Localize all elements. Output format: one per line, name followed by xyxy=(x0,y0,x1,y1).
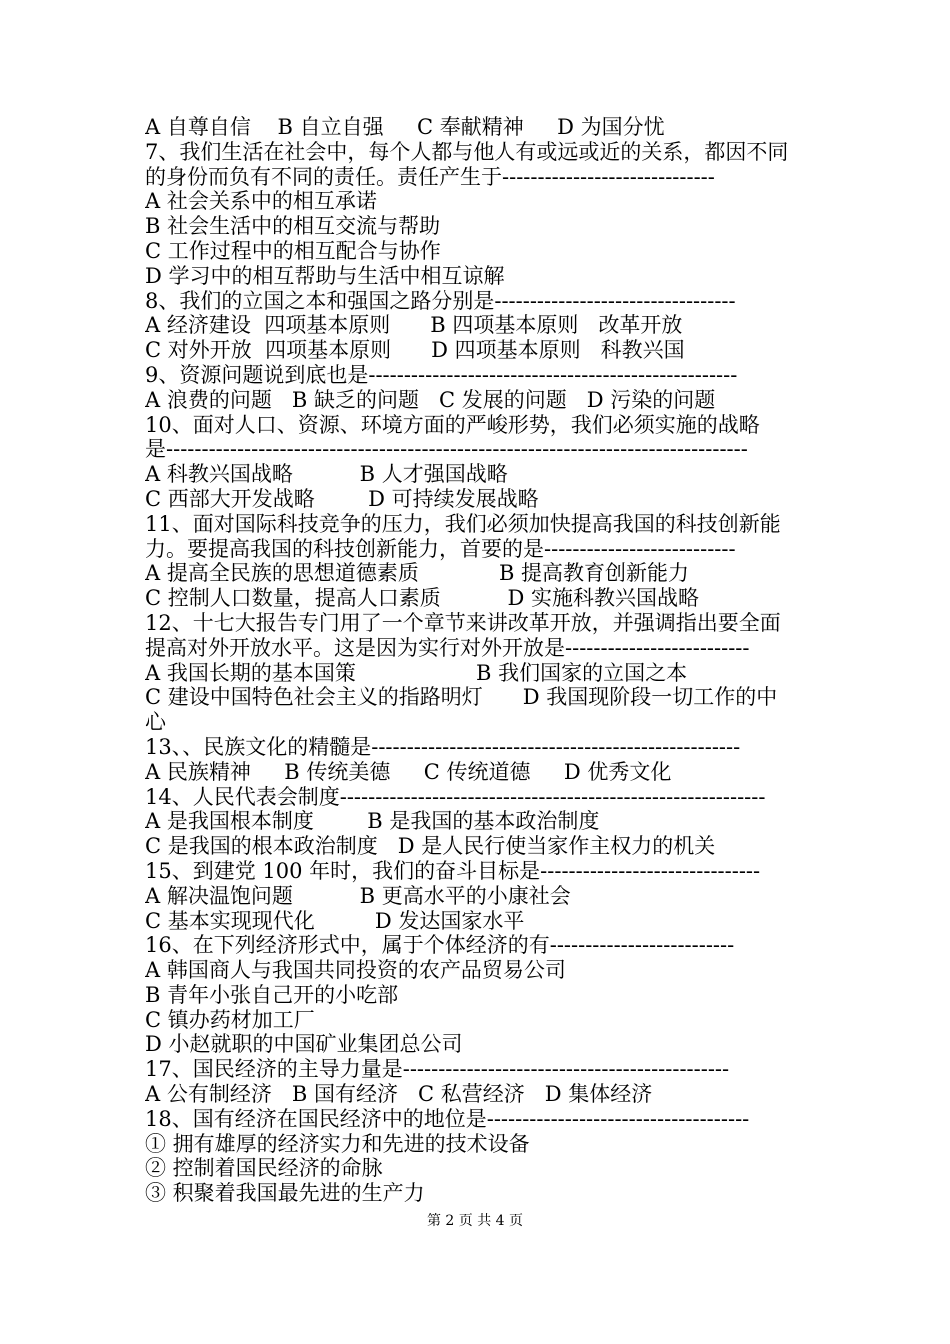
text-line: 17、国民经济的主导力量是---------------------------------------------- xyxy=(145,1057,730,1082)
text-line: 是---------------------------------------------------------------------------------- xyxy=(145,437,748,462)
text-line: 的身份而负有不同的责任。责任产生于------------------------------ xyxy=(145,164,715,189)
text-line: A 解决温饱问题 B 更高水平的小康社会 xyxy=(145,883,571,908)
text-line: B 青年小张自己开的小吃部 xyxy=(145,982,399,1007)
text-line: C 建设中国特色社会主义的指路明灯 D 我国现阶段一切工作的中 xyxy=(145,685,778,710)
text-line: A 是我国根本制度 B 是我国的基本政治制度 xyxy=(145,809,600,834)
text-line: ② 控制着国民经济的命脉 xyxy=(145,1156,383,1181)
text-line: 12、十七大报告专门用了一个章节来讲改革开放，并强调指出要全面 xyxy=(145,610,781,635)
text-line: 14、人民代表会制度------------------------------------------------------------ xyxy=(145,784,766,809)
text-line: ① 拥有雄厚的经济实力和先进的技术设备 xyxy=(145,1131,530,1156)
text-line: 8、我们的立国之本和强国之路分别是---------------------------------- xyxy=(145,288,736,313)
text-line: D 小赵就职的中国矿业集团总公司 xyxy=(145,1032,463,1057)
text-line: A 我国长期的基本国策 B 我们国家的立国之本 xyxy=(145,660,688,685)
text-line: B 社会生活中的相互交流与帮助 xyxy=(145,214,441,239)
text-line: C 基本实现现代化 D 发达国家水平 xyxy=(145,908,525,933)
text-line: A 公有制经济 B 国有经济 C 私营经济 D 集体经济 xyxy=(145,1082,653,1107)
text-line: C 镇办药材加工厂 xyxy=(145,1007,315,1032)
text-line: C 对外开放 四项基本原则 D 四项基本原则 科教兴国 xyxy=(145,338,685,363)
text-line: ③ 积聚着我国最先进的生产力 xyxy=(145,1181,425,1206)
text-line: 16、在下列经济形式中，属于个体经济的有-------------------------- xyxy=(145,933,735,958)
text-line: A 社会关系中的相互承诺 xyxy=(145,189,377,214)
text-line: C 控制人口数量，提高人口素质 D 实施科教兴国战略 xyxy=(145,586,700,611)
text-line: 13、、民族文化的精髓是---------------------------------------------------- xyxy=(145,734,741,759)
text-line: A 浪费的问题 B 缺乏的问题 C 发展的问题 D 污染的问题 xyxy=(145,387,716,412)
text-line: C 工作过程中的相互配合与协作 xyxy=(145,238,441,263)
page-footer: 第 2 页 共 4 页 xyxy=(426,1213,524,1229)
text-line: A 韩国商人与我国共同投资的农产品贸易公司 xyxy=(145,958,566,983)
text-line: D 学习中的相互帮助与生活中相互谅解 xyxy=(145,263,505,288)
text-line: 15、到建党 100 年时，我们的奋斗目标是------------------------------- xyxy=(145,858,761,883)
text-line: A 经济建设 四项基本原则 B 四项基本原则 改革开放 xyxy=(145,313,683,338)
text-line: 11、面对国际科技竞争的压力，我们必须加快提高我国的科技创新能 xyxy=(145,511,781,536)
text-line: 18、国有经济在国民经济中的地位是------------------------------------- xyxy=(145,1106,750,1131)
text-line: 力。要提高我国的科技创新能力，首要的是--------------------------- xyxy=(145,536,736,561)
text-line: C 是我国的根本政治制度 D 是人民行使当家作主权力的机关 xyxy=(145,834,716,859)
text-line: A 自尊自信 B 自立自强 C 奉献精神 D 为国分忧 xyxy=(145,115,665,139)
text-line: 10、面对人口、资源、环境方面的严峻形势，我们必须实施的战略 xyxy=(145,412,760,437)
text-line: A 科教兴国战略 B 人才强国战略 xyxy=(145,462,508,487)
text-line: A 民族精神 B 传统美德 C 传统道德 D 优秀文化 xyxy=(145,759,672,784)
text-line: 9、资源问题说到底也是---------------------------------------------------- xyxy=(145,362,738,387)
text-line: C 西部大开发战略 D 可持续发展战略 xyxy=(145,486,539,511)
text-line: A 提高全民族的思想道德素质 B 提高教育创新能力 xyxy=(145,561,690,586)
text-line: 7、我们生活在社会中，每个人都与他人有或远或近的关系，都因不同 xyxy=(145,139,789,164)
text-line: 提高对外开放水平。这是因为实行对外开放是-------------------------- xyxy=(145,635,750,660)
question-text-block xyxy=(145,115,810,1206)
text-line: 心 xyxy=(145,710,166,735)
